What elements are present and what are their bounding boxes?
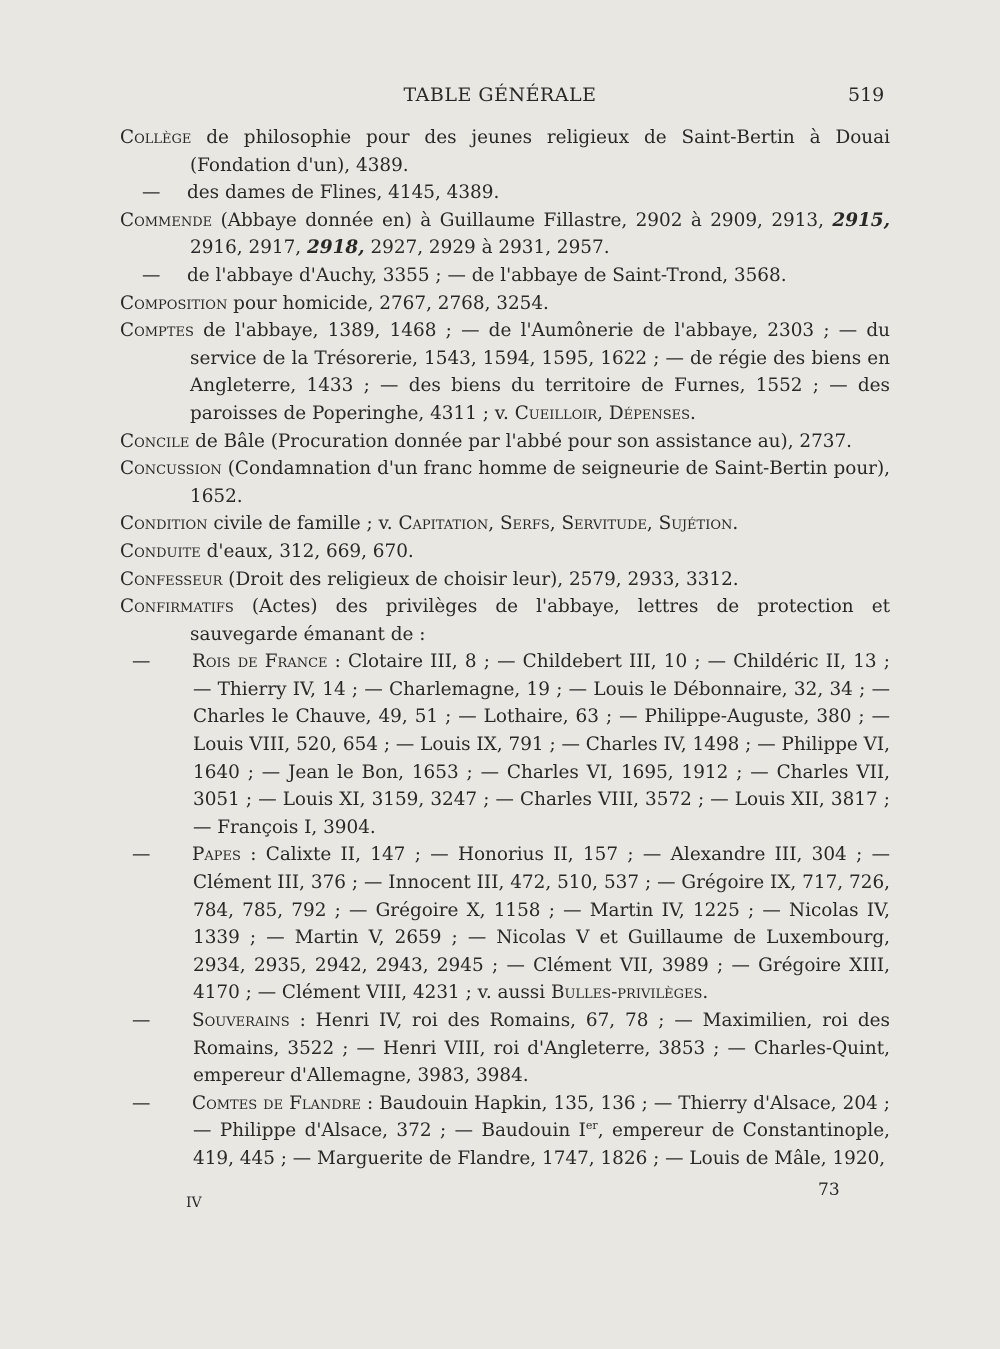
index-content <box>120 124 890 1173</box>
entry-tail: . <box>702 982 709 1004</box>
em-dash: — <box>142 264 161 286</box>
entry-text: 2927, 2929 à 2931, 2957. <box>364 237 610 259</box>
index-entry-comptes <box>120 317 890 427</box>
subentry-heading: Papes <box>192 844 241 866</box>
index-entry-concile <box>120 428 890 456</box>
cross-reference: Bulles-privilèges <box>550 982 703 1004</box>
entry-heading: Conduite <box>120 540 201 562</box>
entry-text: 2916, 2917, <box>190 237 307 259</box>
entry-text: (Actes) des privilèges de l'abbaye, lettres de protection et sauvegarde émanant de : <box>190 596 890 645</box>
index-entry-confesseur <box>120 566 890 594</box>
entry-text: , empereur de Constantinople, 419, 445 ; — Marguerite de Flandre, 1747, 1826 ; — Louis de Mâle, 1920, <box>193 1120 891 1169</box>
superscript: er <box>585 1119 598 1133</box>
index-continuation <box>120 179 890 207</box>
em-dash: — <box>132 651 151 673</box>
entry-text: des dames de Flines, 4145, 4389. <box>187 182 500 204</box>
index-entry-conduite <box>120 538 890 566</box>
index-entry-college <box>120 124 890 179</box>
entry-text: de philosophie pour des jeunes religieux de Saint-Bertin à Douai (Fondation d'un), 4389. <box>190 127 890 176</box>
entry-tail: . <box>690 402 696 424</box>
entry-text: de l'abbaye d'Auchy, 3355 ; — de l'abbaye de Saint-Trond, 3568. <box>187 264 787 286</box>
subentry-heading: Rois de France <box>192 651 328 673</box>
entry-text: : Henri IV, roi des Romains, 67, 78 ; — Maximilien, roi des Romains, 3522 ; — Henri VIII, roi d'Angleterre, 3853 ; — Charles-Quint, empereur d'Allemagne, 3983, 3984. <box>193 1010 890 1087</box>
index-entry-confirmatifs <box>120 593 890 648</box>
entry-heading: Concile <box>120 430 190 452</box>
entry-text: (Droit des religieux de choisir leur), 2579, 2933, 3312. <box>222 568 739 590</box>
sheet-number: 73 <box>818 1180 840 1200</box>
entry-text: : Baudouin Hapkin, 135, 136 ; — Thierry d'Alsace, 204 ; — Philippe d'Alsace, 372 ; — Baudouin I <box>193 1092 890 1142</box>
entry-heading: Comptes <box>120 320 194 342</box>
entry-text: d'eaux, 312, 669, 670. <box>200 540 414 562</box>
entry-heading: Condition <box>120 513 208 535</box>
bold-reference: 2915, <box>832 209 890 231</box>
index-entry-condition <box>120 510 890 538</box>
index-subentry-rois-de-france <box>120 648 890 841</box>
index-continuation <box>120 262 890 290</box>
entry-text: (Abbaye donnée en) à Guillaume Fillastre, 2902 à 2909, 2913, <box>212 209 833 231</box>
entry-text: (Condamnation d'un franc homme de seigneurie de Saint-Bertin pour), 1652. <box>190 458 890 507</box>
em-dash: — <box>132 1010 151 1031</box>
subentry-heading: Comtes de Flandre <box>192 1092 361 1114</box>
em-dash: — <box>132 1092 151 1114</box>
signature-mark: IV <box>186 1195 202 1211</box>
entry-heading: Confirmatifs <box>120 596 234 618</box>
index-entry-commende <box>120 207 890 262</box>
subentry-heading: Souverains <box>192 1010 290 1031</box>
bold-reference: 2918, <box>307 237 365 259</box>
entry-heading: Commende <box>120 209 213 231</box>
cross-reference: Capitation, Serfs, Servitude, Sujétion <box>398 513 733 535</box>
index-entry-composition <box>120 290 890 318</box>
em-dash: — <box>132 844 151 866</box>
entry-text: : Calixte II, 147 ; — Honorius II, 157 ; — Alexandre III, 304 ; — Clément III, 376 ; — Innocent III, 472, 510, 537 ; — Grégoire IX, 717, 726, 784, 785, 792 ; — Grégoire X, 1158 ; — Martin IV, 1225 ; — Nicolas IV, 1339 ; — Martin V, 2659 ; — Nicolas V et Guillaume de Luxembourg, 2934, 2935, 2942, 2943, 2945 ; — Clément VII, 3989 ; — Grégoire XIII, 4170 ; — Clément VIII, 4231 ; v. aussi <box>193 844 890 1004</box>
cross-reference: Cueilloir, Dépenses <box>514 402 691 424</box>
index-subentry-comtes-de-flandre <box>120 1090 890 1173</box>
entry-text: de Bâle (Procuration donnée par l'abbé pour son assistance au), 2737. <box>189 430 853 452</box>
entry-heading: Composition <box>120 292 228 314</box>
entry-heading: Confesseur <box>120 568 223 590</box>
entry-tail: . <box>732 513 739 535</box>
entry-text: : Clotaire III, 8 ; — Childebert III, 10 ; — Childéric II, 13 ; — Thierry IV, 14 ; — Charlemagne, 19 ; — Louis le Débonnaire, 32, 34 ; — Charles le Chauve, 49, 51 ; — Lothaire, 63 ; — Philippe-Auguste, 380 ; — Louis VIII, 520, 654 ; — Louis IX, 791 ; — Charles IV, 1498 ; — Philippe VI, 1640 ; — Jean le Bon, 1653 ; — Charles VI, 1695, 1912 ; — Charles VII, 3051 ; — Louis XI, 3159, 3247 ; — Charles VIII, 3572 ; — Louis XII, 3817 ; — François I, 3904. <box>193 651 890 838</box>
entry-heading: Collège <box>120 127 192 148</box>
entry-text: civile de famille ; v. <box>207 513 399 535</box>
running-title: TABLE GÉNÉRALE <box>403 84 597 106</box>
entry-heading: Concussion <box>120 458 222 480</box>
page-number: 519 <box>848 84 885 106</box>
entry-text: de l'abbaye, 1389, 1468 ; — de l'Aumônerie de l'abbaye, 2303 ; — du service de la Trésorerie, 1543, 1594, 1595, 1622 ; — de régie des biens en Angleterre, 1433 ; — des biens du territoire de Furnes, 1552 ; — des paroisses de Poperinghe, 4311 ; v. <box>190 320 890 424</box>
index-entry-concussion <box>120 455 890 510</box>
index-subentry-papes <box>120 841 890 1007</box>
index-subentry-souverains <box>120 1007 890 1090</box>
em-dash: — <box>142 182 161 204</box>
entry-text: pour homicide, 2767, 2768, 3254. <box>227 292 549 314</box>
